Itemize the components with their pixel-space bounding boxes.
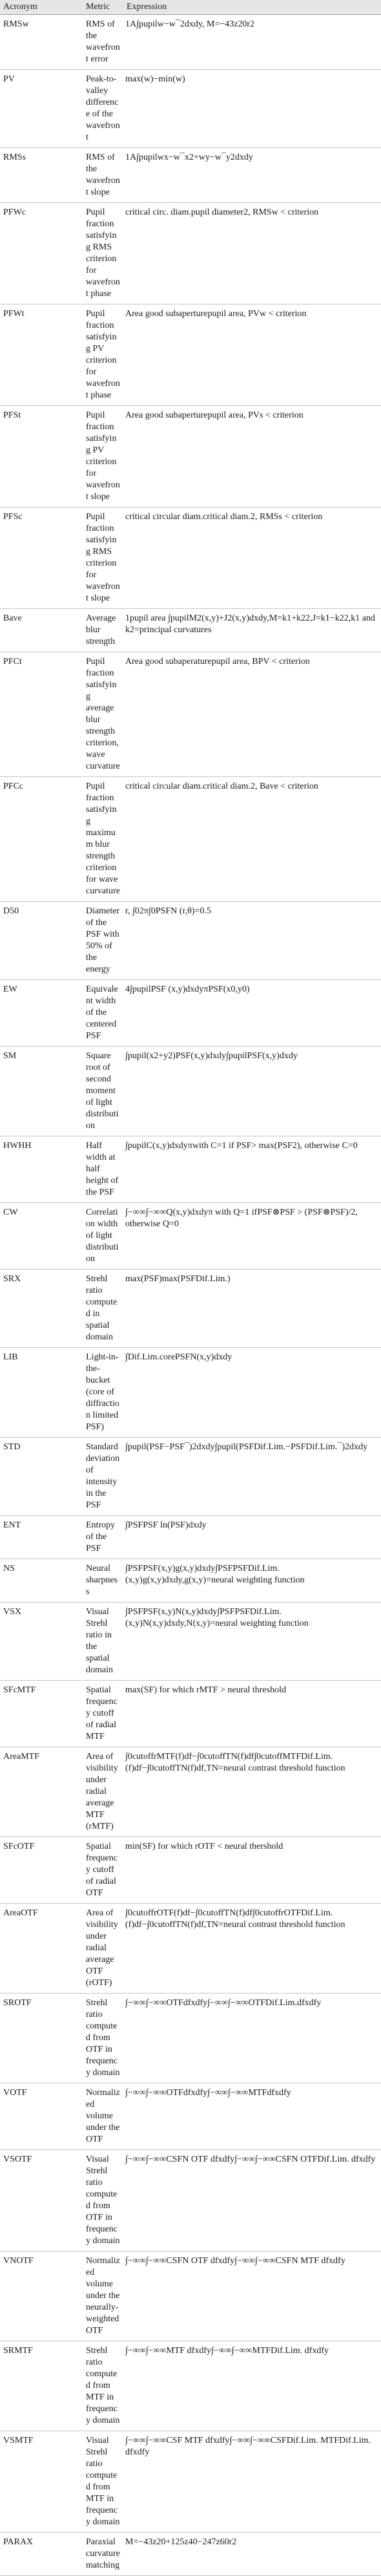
- cell-metric: Strehl ratio computed from MTF in frequency domain: [83, 2341, 123, 2431]
- cell-expression: 4∫pupilPSF (x,y)dxdyπPSF(x0,y0): [123, 980, 381, 1047]
- table-row: [0, 1270, 381, 1348]
- cell-expression: ∫−∞∞∫−∞∞Q(x,y)dxdyπ with Q=1 ifPSF⊗PSF > (PSF⊗PSF)/2, otherwise Q=0: [123, 1203, 381, 1270]
- cell-expression: max(SF) for which rMTF > neural threshold: [123, 1681, 381, 1747]
- cell-acronym: PFCt: [0, 652, 83, 777]
- table-row: [0, 203, 381, 304]
- table-row: [0, 1516, 381, 1559]
- cell-metric: RMS of the wavefront error: [83, 15, 123, 70]
- cell-acronym: STD: [0, 1438, 83, 1516]
- table-row: [0, 148, 381, 203]
- table-row: [0, 1047, 381, 1136]
- cell-expression: max(w)−min(w): [123, 70, 381, 148]
- cell-expression: ∫−∞∞∫−∞∞OTFdfxdfy∫−∞∞∫−∞∞OTFDif.Lim.dfxdfy: [123, 1994, 381, 2083]
- cell-expression: critical circular diam.critical diam.2, Bave < criterion: [123, 777, 381, 902]
- cell-metric: Square root of second moment of light distribution: [83, 1047, 123, 1136]
- cell-expression: ∫−∞∞∫−∞∞OTFdfxdfy∫−∞∞∫−∞∞MTFdfxdfy: [123, 2083, 381, 2150]
- cell-acronym: VSX: [0, 1602, 83, 1681]
- table-row: [0, 1203, 381, 1270]
- cell-acronym: AreaOTF: [0, 1904, 83, 1994]
- cell-metric: Area of visibility under radial average OTF (rOTF): [83, 1904, 123, 1994]
- table-row: [0, 1904, 381, 1994]
- cell-expression: max(PSF)max(PSFDif.Lim.): [123, 1270, 381, 1348]
- cell-acronym: LIB: [0, 1348, 83, 1438]
- table-row: [0, 2251, 381, 2341]
- cell-metric: Light-in-the-bucket (core of diffraction limited PSF): [83, 1348, 123, 1438]
- cell-expression: ∫0cutoffrMTF(f)df−∫0cutoffTN(f)df∫0cutoffMTFDif.Lim.(f)df−∫0cutoffTN(f)df,TN=neural contrast threshold function: [123, 1747, 381, 1837]
- cell-acronym: VNOTF: [0, 2251, 83, 2341]
- cell-expression: ∫−∞∞∫−∞∞CSF MTF dfxdfy∫−∞∞∫−∞∞CSFDif.Lim. MTFDif.Lim. dfxdfy: [123, 2431, 381, 2533]
- cell-expression: r, ∫02π∫0PSFN (r,θ)=0.5: [123, 902, 381, 980]
- table-row: [0, 15, 381, 70]
- table-row: [0, 2533, 381, 2576]
- cell-expression: ∫0cutoffrOTF(f)df−∫0cutoffTN(f)df∫0cutoffrOTFDif.Lim.(f)df−∫0cutoffTN(f)df,TN=neural contrast threshold function: [123, 1904, 381, 1994]
- table-header: [0, 0, 381, 15]
- cell-expression: Area good subaperturepupil area, PVs < criterion: [123, 406, 381, 507]
- table-row: [0, 1602, 381, 1681]
- cell-acronym: PARAX: [0, 2533, 83, 2576]
- cell-expression: ∫pupil(PSF−PSF¯)2dxdy∫pupil(PSFDif.Lim.−PSFDif.Lim.¯)2dxdy: [123, 1438, 381, 1516]
- cell-metric: Average blur strength: [83, 609, 123, 652]
- cell-expression: Area good subaperturepupil area, PVw < criterion: [123, 304, 381, 406]
- cell-metric: Pupil fraction satisfying PV criterion for wavefront slope: [83, 406, 123, 507]
- header-acronym: Acronym: [0, 0, 83, 15]
- cell-metric: Pupil fraction satisfying RMS criterion for wavefront slope: [83, 507, 123, 609]
- cell-metric: RMS of the wavefront slope: [83, 148, 123, 203]
- cell-acronym: SFcMTF: [0, 1681, 83, 1747]
- cell-metric: Peak-to-valley difference of the wavefront: [83, 70, 123, 148]
- cell-expression: ∫PSFPSF ln(PSF)dxdy: [123, 1516, 381, 1559]
- cell-metric: Normalized volume under the OTF: [83, 2083, 123, 2150]
- table-row: [0, 980, 381, 1047]
- cell-expression: ∫PSFPSF(x,y)g(x,y)dxdy∫PSFPSFDif.Lim.(x,y)g(x,y)dxdy,g(x,y)=neural weighting function: [123, 1559, 381, 1602]
- cell-expression: ∫pupil(x2+y2)PSF(x,y)dxdy∫pupilPSF(x,y)dxdy: [123, 1047, 381, 1136]
- cell-acronym: ENT: [0, 1516, 83, 1559]
- cell-expression: ∫−∞∞∫−∞∞CSFN OTF dfxdfy∫−∞∞∫−∞∞CSFN MTF dfxdfy: [123, 2251, 381, 2341]
- cell-metric: Entropy of the PSF: [83, 1516, 123, 1559]
- cell-metric: Neural sharpness: [83, 1559, 123, 1602]
- cell-acronym: SRX: [0, 1270, 83, 1348]
- table-row: [0, 652, 381, 777]
- cell-acronym: PFWc: [0, 203, 83, 304]
- table-row: [0, 1438, 381, 1516]
- table-row: [0, 1348, 381, 1438]
- cell-acronym: PV: [0, 70, 83, 148]
- cell-metric: Strehl ratio computed in spatial domain: [83, 1270, 123, 1348]
- cell-expression: min(SF) for which rOTF < neural thershold: [123, 1837, 381, 1904]
- cell-acronym: D50: [0, 902, 83, 980]
- cell-metric: Strehl ratio computed from OTF in frequency domain: [83, 1994, 123, 2083]
- cell-acronym: VSOTF: [0, 2150, 83, 2251]
- table-row: [0, 1837, 381, 1904]
- table-row: [0, 507, 381, 609]
- cell-metric: Area of visibility under radial average MTF (rMTF): [83, 1747, 123, 1837]
- cell-expression: M=−43z20+125z40−247z60r2: [123, 2533, 381, 2576]
- cell-metric: Half width at half height of the PSF: [83, 1136, 123, 1203]
- table-row: [0, 2431, 381, 2533]
- cell-metric: Pupil fraction satisfying maximum blur strength criterion for wave curvature: [83, 777, 123, 902]
- cell-acronym: PFSc: [0, 507, 83, 609]
- cell-acronym: PFWt: [0, 304, 83, 406]
- cell-acronym: RMSw: [0, 15, 83, 70]
- cell-expression: Area good subaperaturepupil area, BPV < criterion: [123, 652, 381, 777]
- cell-expression: 1pupil area ∫pupilM2(x,y)+J2(x,y)dxdy,M=k1+k22,J=k1−k22,k1 and k2=principal curvatures: [123, 609, 381, 652]
- cell-expression: 1A∫pupilw−w¯2dxdy, M=−43z20r2: [123, 15, 381, 70]
- cell-metric: Normalized volume under the neurally-weighted OTF: [83, 2251, 123, 2341]
- cell-acronym: VSMTF: [0, 2431, 83, 2533]
- header-expression: Expression: [123, 0, 381, 15]
- cell-acronym: NS: [0, 1559, 83, 1602]
- table-row: [0, 1681, 381, 1747]
- cell-metric: Diameter of the PSF with 50% of the energy: [83, 902, 123, 980]
- cell-expression: critical circ. diam.pupil diameter2, RMSw < criterion: [123, 203, 381, 304]
- cell-expression: ∫−∞∞∫−∞∞CSFN OTF dfxdfy∫−∞∞∫−∞∞CSFN OTFDif.Lim. dfxdfy: [123, 2150, 381, 2251]
- cell-metric: Spatial frequency cutoff of radial MTF: [83, 1681, 123, 1747]
- cell-expression: ∫pupilC(x,y)dxdyπwith C=1 if PSF> max(PSF2), otherwise C=0: [123, 1136, 381, 1203]
- table-row: [0, 2150, 381, 2251]
- table-row: [0, 2341, 381, 2431]
- table-body: [0, 15, 381, 2576]
- cell-acronym: SRMTF: [0, 2341, 83, 2431]
- table-row: [0, 1559, 381, 1602]
- cell-metric: Standard deviation of intensity in the PSF: [83, 1438, 123, 1516]
- table-row: [0, 1747, 381, 1837]
- cell-expression: ∫PSFPSF(x,y)N(x,y)dxdy∫PSFPSFDif.Lim.(x,y)N(x,y)dxdy,N(x,y)=neural weighting function: [123, 1602, 381, 1681]
- cell-expression: critical circular diam.critical diam.2, RMSs < criterion: [123, 507, 381, 609]
- cell-acronym: Bave: [0, 609, 83, 652]
- table-row: [0, 304, 381, 406]
- cell-metric: Visual Strehl ratio in the spatial domain: [83, 1602, 123, 1681]
- cell-acronym: RMSs: [0, 148, 83, 203]
- cell-acronym: SFcOTF: [0, 1837, 83, 1904]
- cell-metric: Correlation width of light distribution: [83, 1203, 123, 1270]
- table-row: [0, 2083, 381, 2150]
- table-row: [0, 1136, 381, 1203]
- header-metric: Metric: [83, 0, 123, 15]
- cell-metric: Pupil fraction satisfying PV criterion for wavefront phase: [83, 304, 123, 406]
- cell-metric: Visual Strehl ratio computed from OTF in frequency domain: [83, 2150, 123, 2251]
- cell-acronym: SM: [0, 1047, 83, 1136]
- cell-acronym: SROTF: [0, 1994, 83, 2083]
- cell-acronym: HWHH: [0, 1136, 83, 1203]
- cell-acronym: PFCc: [0, 777, 83, 902]
- cell-metric: Visual Strehl ratio computed from MTF in frequency domain: [83, 2431, 123, 2533]
- cell-acronym: EW: [0, 980, 83, 1047]
- table-row: [0, 406, 381, 507]
- cell-metric: Paraxial curvature matching: [83, 2533, 123, 2576]
- table-row: [0, 609, 381, 652]
- cell-expression: ∫Dif.Lim.corePSFN(x,y)dxdy: [123, 1348, 381, 1438]
- table-row: [0, 1994, 381, 2083]
- cell-metric: Equivalent width of the centered PSF: [83, 980, 123, 1047]
- table-row: [0, 777, 381, 902]
- cell-acronym: AreaMTF: [0, 1747, 83, 1837]
- cell-acronym: PFSt: [0, 406, 83, 507]
- cell-metric: Pupil fraction satisfying RMS criterion for wavefront phase: [83, 203, 123, 304]
- cell-expression: 1A∫pupilwx−w¯x2+wy−w¯y2dxdy: [123, 148, 381, 203]
- cell-acronym: CW: [0, 1203, 83, 1270]
- cell-metric: Pupil fraction satisfying average blur strength criterion, wave curvature: [83, 652, 123, 777]
- table-row: [0, 902, 381, 980]
- table-row: [0, 70, 381, 148]
- cell-metric: Spatial frequency cutoff of radial OTF: [83, 1837, 123, 1904]
- cell-acronym: VOTF: [0, 2083, 83, 2150]
- cell-expression: ∫−∞∞∫−∞∞MTF dfxdfy∫−∞∞∫−∞∞MTFDif.Lim. dfxdfy: [123, 2341, 381, 2431]
- header-row: [0, 0, 381, 15]
